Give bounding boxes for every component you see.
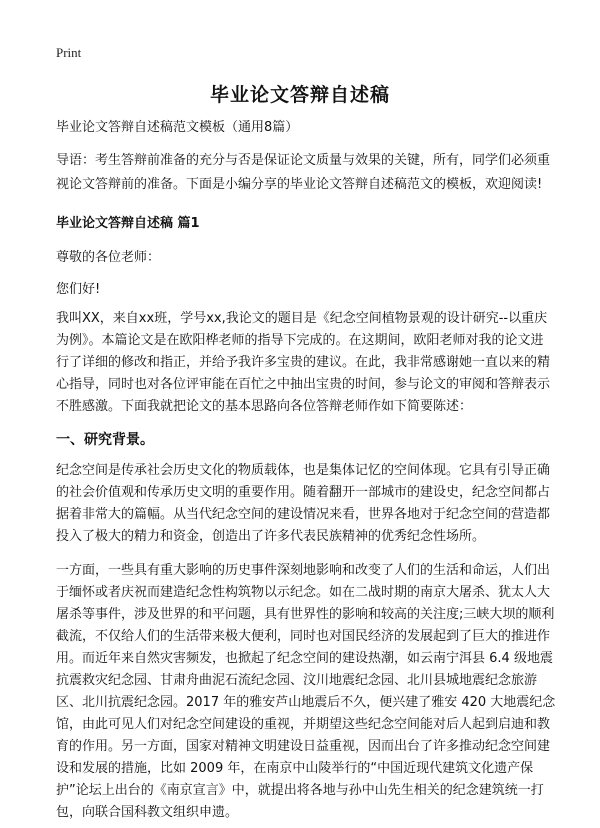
body-paragraph-3: 一方面，一些具有重大影响的历史事件深刻地影响和改变了人们的生活和命运，人们出于缅怀或者庆祝而建造纪念性构筑物以示纪念。如在二战时期的南京大屠杀、犹太人大屠杀等事件，涉及世界的和平问题，具有世界性的影响和较高的关注度;三峡大坝的顺利截流，不仅给人们的生活带来极大便利，同时也对国民经济的发展起到了巨大的推进作用。而近年来自然灾害频发，也掀起了纪念空间的建设热潮，如云南宁洱县 6.4 级地震抗震救灾纪念园、甘肃舟曲泥石流纪念园、汶川地震纪念园、北川县城地震纪念旅游区、北川抗震纪念园。2017 年的雅安芦山地震后不久，便兴建了雅安 420 大地震纪念馆，由此可见人们对纪念空间建设的重视，并期望这些纪念空间能对后人起到启迪和教育的作用。另一方面，国家对精神文明建设日益重视，因而出台了许多推动纪念空间建设和发展的措施，比如 2009 年，在南京中山陵举行的“中国近现代建筑文化遗产保护”论坛上出台的《南京宣言》中，就提出将各地与孙中山先生相关的纪念建筑统一打包，向联合国科教文组织申遗。 (56, 563, 556, 820)
intro-paragraph: 导语：考生答辩前准备的充分与否是保证论文质量与效果的关键，所有，同学们必须重视论文答辩前的准备。下面是小编分享的毕业论文答辩自述稿范文的模板，欢迎阅读! (56, 153, 551, 192)
document-title: 毕业论文答辩自述稿 (209, 84, 390, 106)
body-paragraph-1: 我叫XX，来自xx班，学号xx,我论文的题目是《纪念空间植物景观的设计研究--以重庆为例》。本篇论文是在欧阳桦老师的指导下完成的。在这期间，欧阳老师对我的论文进行了详细的修改和指正，并给予我许多宝贵的建议。在此，我非常感谢她一直以来的精心指导，同时也对各位评审能在百忙之中抽出宝贵的时间，参与论文的审阅和答辩表示不胜感激。下面我就把论文的基本思路向各位答辩老师作如下简要陈述： (56, 311, 551, 414)
print-label: Print (56, 45, 82, 60)
section-heading: 毕业论文答辩自述稿 篇1 (56, 216, 200, 231)
body-paragraph-2: 纪念空间是传承社会历史文化的物质载体，也是集体记忆的空间体现。它具有引导正确的社会价值观和传承历史文明的重要作用。随着翻开一部城市的建设史，纪念空间都占据着非常大的篇幅。从当代纪念空间的建设情况来看，世界各地对于纪念空间的营造都投入了极大的精力和资金，创造出了许多代表民族精神的优秀纪念性场所。 (56, 463, 551, 544)
section-title-research-background: 一、研究背景。 (56, 432, 154, 448)
greeting-line: 尊敬的各位老师： (56, 250, 161, 265)
greeting-line-2: 您们好! (56, 282, 101, 297)
document-subtitle: 毕业论文答辩自述稿范文模板（通用8篇） (56, 120, 299, 135)
